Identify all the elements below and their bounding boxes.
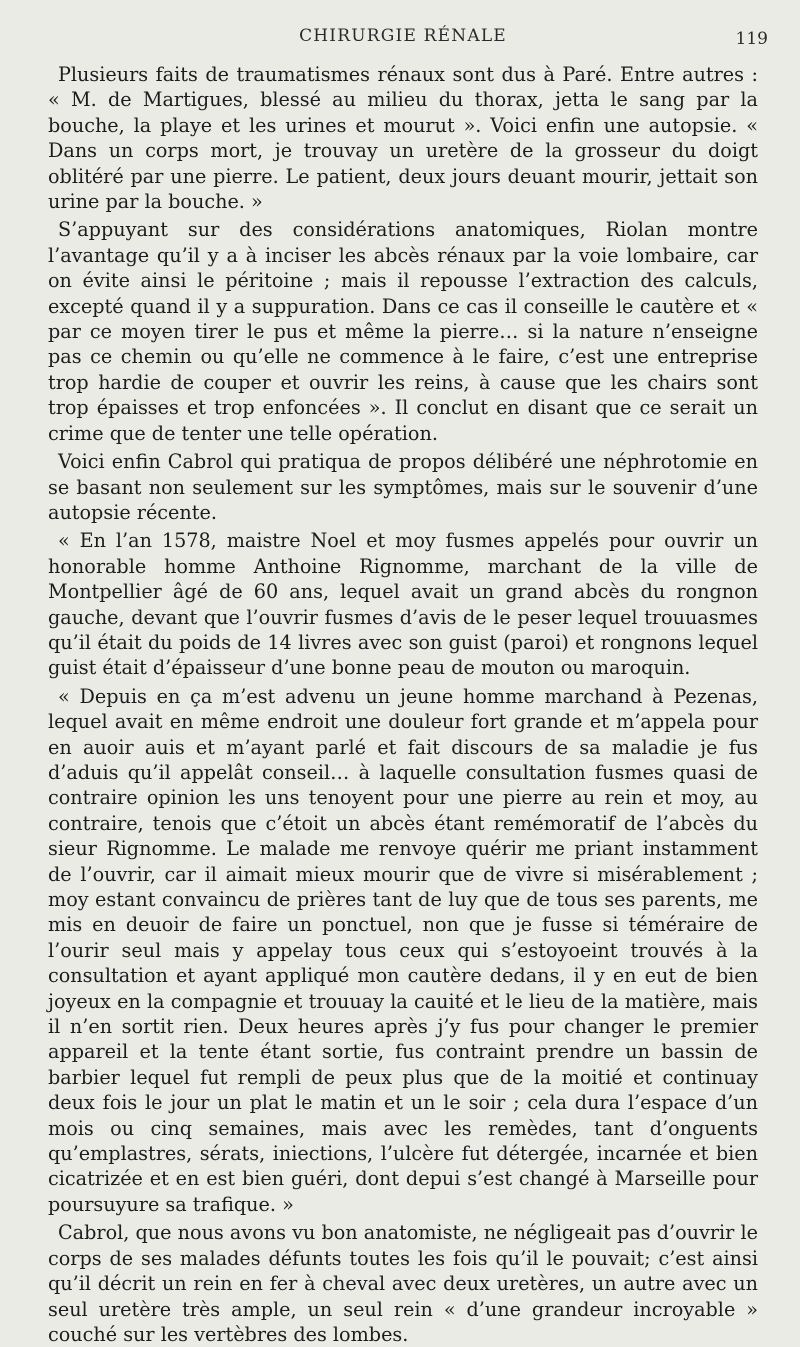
paragraph: Cabrol, que nous avons vu bon anatomiste, ne négligeait pas d’ouvrir le corps de ses malades défunts toutes les fois qu’il le pouvait; c’est ainsi qu’il décrit un rein en fer à cheval avec deux uretères, un autre avec un seul uretère très ample, un seul rein « d’une grandeur incroyable » couché sur les vertèbres des lombes. [48, 1221, 758, 1346]
paragraph: S’appuyant sur des considérations anatomiques, Riolan montre l’avantage qu’il y a à inciser les abcès rénaux par la voie lombaire, car on évite ainsi le péritoine ; mais il repousse l’extraction des calculs, excepté quand il y a suppuration. Dans ce cas il conseille le cautère et « par ce moyen tirer le pus et même la pierre… si la nature n’enseigne pas ce chemin ou qu’elle ne commence à le faire, c’est une entreprise trop hardie de couper et ouvrir les reins, à cause que les chairs sont trop épaisses et trop enfoncées ». Il conclut en disant que ce serait un crime que de tenter une telle opération. [48, 218, 758, 445]
running-header [48, 26, 768, 56]
paragraph: « En l’an 1578, maistre Noel et moy fusmes appelés pour ouvrir un honorable homme Anthoine Rignomme, marchant de la ville de Montpellier âgé de 60 ans, lequel avait un grand abcès du rongnon gauche, devant que l’ouvrir fusmes d’avis de le peser lequel trouuasmes qu’il était du poids de 14 livres avec son guist (paroi) et rongnons lequel guist était d’épaisseur d’une bonne peau de mouton ou maroquin. [48, 529, 758, 680]
paragraph: Plusieurs faits de traumatismes rénaux sont dus à Paré. Entre autres : « M. de Martigues, blessé au milieu du thorax, jetta le sang par la bouche, la playe et les urines et mourut ». Voici enfin une autopsie. « Dans un corps mort, je trouvay un uretère de la grosseur du doigt oblitéré par une pierre. Le patient, deux jours deuant mourir, jettait son urine par la bouche. » [48, 63, 758, 214]
paragraph: « Depuis en ça m’est advenu un jeune homme marchand à Pezenas, lequel avait en même endroit une douleur fort grande et m’appela pour en auoir auis et m’ayant parlé et fait discours de sa maladie je fus d’aduis qu’il appelât conseil… à laquelle consultation fusmes quasi de contraire opinion les uns tenoyent pour une pierre au rein et moy, au contraire, tenois que c’étoit un abcès étant remémoratif de l’abcès du sieur Rignomme. Le malade me renvoye quérir me priant instamment de l’ouvrir, car il aimait mieux mourir que de vivre si misérablement ; moy estant convaincu de prières tant de luy que de tous ses parents, me mis en deuoir de faire un ponctuel, non que je fusse si téméraire de l’ourir seul mais y appelay tous ceux qui s’estoyoeint trouvés à la consultation et ayant appliqué mon cautère dedans, il y en eut de bien joyeux en la compagnie et trouuay la cauité et le lieu de la matière, mais il n’en sortit rien. Deux heures après j’y fus pour changer le premier appareil et la tente étant sortie, fus contraint prendre un bassin de barbier lequel fut rempli de peux plus que de la moitié et continuay deux fois le jour un plat le matin et un le soir ; cela dura l’espace d’un mois ou cinq semaines, mais avec les remèdes, tant d’onguents qu’emplastres, sérats, iniections, l’ulcère fut détergée, incarnée et bien cicatrizée et en est bien guéri, dont depui s’est changé à Marseille pour poursuyure sa trafique. » [48, 684, 758, 1216]
body-text [48, 62, 758, 1347]
page-number: 119 [735, 29, 768, 49]
paragraph: Voici enfin Cabrol qui pratiqua de propos délibéré une néphrotomie en se basant non seulement sur les symptômes, mais sur le souvenir d’une autopsie récente. [48, 450, 758, 524]
running-title: CHIRURGIE RÉNALE [299, 26, 507, 46]
